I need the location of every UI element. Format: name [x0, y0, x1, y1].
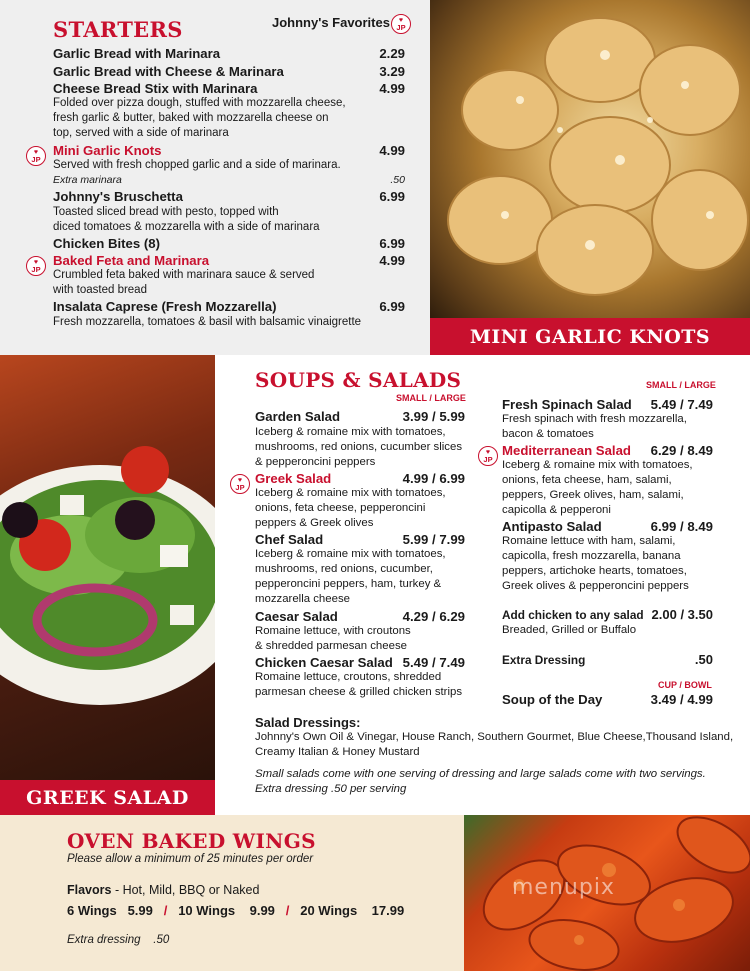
size-header-left: SMALL / LARGE: [396, 393, 466, 403]
salad-name: Mediterranean Salad: [502, 443, 631, 458]
wings-subtitle: Please allow a minimum of 25 minutes per order: [67, 853, 314, 865]
starter-price: 6.99: [379, 236, 405, 251]
starters-title: STARTERS: [53, 17, 183, 42]
garlic-knots-label: MINI GARLIC KNOTS: [430, 318, 750, 355]
salad-name: Chicken Caesar Salad: [255, 655, 393, 670]
starter-name: Garlic Bread with Cheese & Marinara: [53, 64, 284, 79]
favorite-badge-icon: ♥ JP: [26, 256, 46, 276]
garlic-knots-photo: [430, 0, 750, 318]
salad-price: 3.99 / 5.99: [402, 409, 465, 424]
starter-price: 2.29: [379, 46, 405, 61]
starter-name: Cheese Bread Stix with Marinara: [53, 81, 258, 96]
favorite-badge-icon: ♥ JP: [26, 146, 46, 166]
salad-price: 5.99 / 7.99: [402, 532, 465, 547]
soups-title: SOUPS & SALADS: [255, 368, 462, 392]
extra-dressing-price: .50: [694, 652, 713, 667]
extra-dressing-name: Extra Dressing: [502, 653, 586, 667]
starter-price: 3.29: [379, 64, 405, 79]
favorites-label: Johnny's Favorites: [272, 15, 390, 30]
favorite-badge-icon: ♥ JP: [478, 446, 498, 466]
starter-name: Insalata Caprese (Fresh Mozzarella): [53, 299, 277, 314]
soup-of-day-name: Soup of the Day: [502, 692, 603, 707]
starter-price: 6.99: [379, 299, 405, 314]
add-chicken-price: 2.00 / 3.50: [651, 607, 713, 622]
salad-name: Caesar Salad: [255, 609, 338, 624]
wings-flavors: Flavors - Hot, Mild, BBQ or Naked: [67, 883, 260, 897]
salad-price: 6.99 / 8.49: [650, 519, 713, 534]
add-chicken-name: Add chicken to any salad: [502, 608, 644, 622]
salad-name: Fresh Spinach Salad: [502, 397, 632, 412]
starter-name: Baked Feta and Marinara: [53, 253, 210, 268]
starter-desc: Fresh mozzarella, tomatoes & basil with balsamic vinaigrette: [53, 316, 362, 328]
starter-extra: Extra marinara: [53, 174, 122, 186]
size-header-right: SMALL / LARGE: [646, 380, 716, 390]
starter-name: Johnny's Bruschetta: [53, 189, 183, 204]
salad-price: 5.49 / 7.49: [650, 397, 713, 412]
salad-desc: Iceberg & romaine mix with tomatoes, mushrooms, red onions, cucumber, pepperoncini peppers, ham, turkey & mozzarella cheese: [255, 548, 446, 605]
salad-desc: Iceberg & romaine mix with tomatoes, onions, feta cheese, pepperoncini peppers & Greek olives: [255, 487, 446, 529]
soup-of-day-price: 3.49 / 4.99: [650, 692, 713, 707]
starter-price: 4.99: [379, 253, 405, 268]
salad-name: Greek Salad: [255, 471, 332, 486]
salad-desc: Romaine lettuce with ham, salami, capicolla, fresh mozzarella, banana peppers, artichoke hearts, tomatoes, Greek olives & pepperoncini peppers: [502, 535, 689, 592]
greek-salad-photo: [0, 355, 215, 780]
dressings-title: Salad Dressings:: [255, 715, 361, 730]
wings-extra: Extra dressing .50: [67, 934, 170, 946]
starter-name: Garlic Bread with Marinara: [53, 46, 221, 61]
wings-title: OVEN BAKED WINGS: [67, 829, 316, 853]
salad-desc: Iceberg & romaine mix with tomatoes, onions, feta cheese, ham, salami, peppers, Greek olives, ham, salami, capicolla & pepperoni: [502, 459, 693, 516]
salad-price: 6.29 / 8.49: [650, 443, 713, 458]
starter-name: Chicken Bites (8): [53, 236, 160, 251]
salad-desc: Fresh spinach with fresh mozzarella, bacon & tomatoes: [502, 413, 687, 440]
dressing-note: Small salads come with one serving of dressing and large salads come with two servings. Extra dressing .50 per serving: [255, 768, 706, 795]
starter-name: Mini Garlic Knots: [53, 143, 162, 158]
favorite-badge-icon: ♥ JP: [230, 474, 250, 494]
watermark: menupix: [512, 875, 615, 900]
salad-name: Antipasto Salad: [502, 519, 602, 534]
salad-desc: Romaine lettuce, with croutons & shredded parmesan cheese: [255, 625, 411, 652]
salad-price: 4.29 / 6.29: [402, 609, 465, 624]
wings-prices: 6 Wings 5.99 / 10 Wings 9.99 / 20 Wings 17.99: [67, 903, 405, 918]
salad-price: 4.99 / 6.99: [402, 471, 465, 486]
starter-extra-price: .50: [390, 174, 405, 186]
starter-price: 4.99: [379, 81, 405, 96]
starter-desc: Toasted sliced bread with pesto, topped with diced tomatoes & mozzarella with a side of marinara: [53, 206, 320, 233]
salad-desc: Romaine lettuce, croutons, shredded parmesan cheese & grilled chicken strips: [255, 671, 463, 698]
salad-price: 5.49 / 7.49: [402, 655, 465, 670]
salad-name: Garden Salad: [255, 409, 341, 424]
greek-salad-label: GREEK SALAD: [0, 780, 215, 815]
salad-name: Chef Salad: [255, 532, 324, 547]
starter-desc: Crumbled feta baked with marinara sauce & served with toasted bread: [53, 269, 315, 296]
starter-desc: Folded over pizza dough, stuffed with mozzarella cheese, fresh garlic & butter, baked with mozzarella cheese on top, served with a side of marinara: [53, 97, 346, 139]
starter-price: 4.99: [379, 143, 405, 158]
starter-price: 6.99: [379, 189, 405, 204]
starter-desc: Served with fresh chopped garlic and a side of marinara.: [53, 159, 341, 171]
cup-bowl-header: CUP / BOWL: [658, 680, 712, 690]
add-chicken-desc: Breaded, Grilled or Buffalo: [502, 624, 637, 636]
favorites-badge-icon: ♥ JP: [391, 14, 411, 34]
salad-desc: Iceberg & romaine mix with tomatoes, mushrooms, red onions, cucumber slices & pepperoncini peppers: [255, 426, 463, 468]
wings-photo: [464, 815, 750, 971]
dressings-list: Johnny's Own Oil & Vinegar, House Ranch, Southern Gourmet, Blue Cheese,Thousand Island, Creamy Italian & Honey Mustard: [255, 731, 734, 758]
